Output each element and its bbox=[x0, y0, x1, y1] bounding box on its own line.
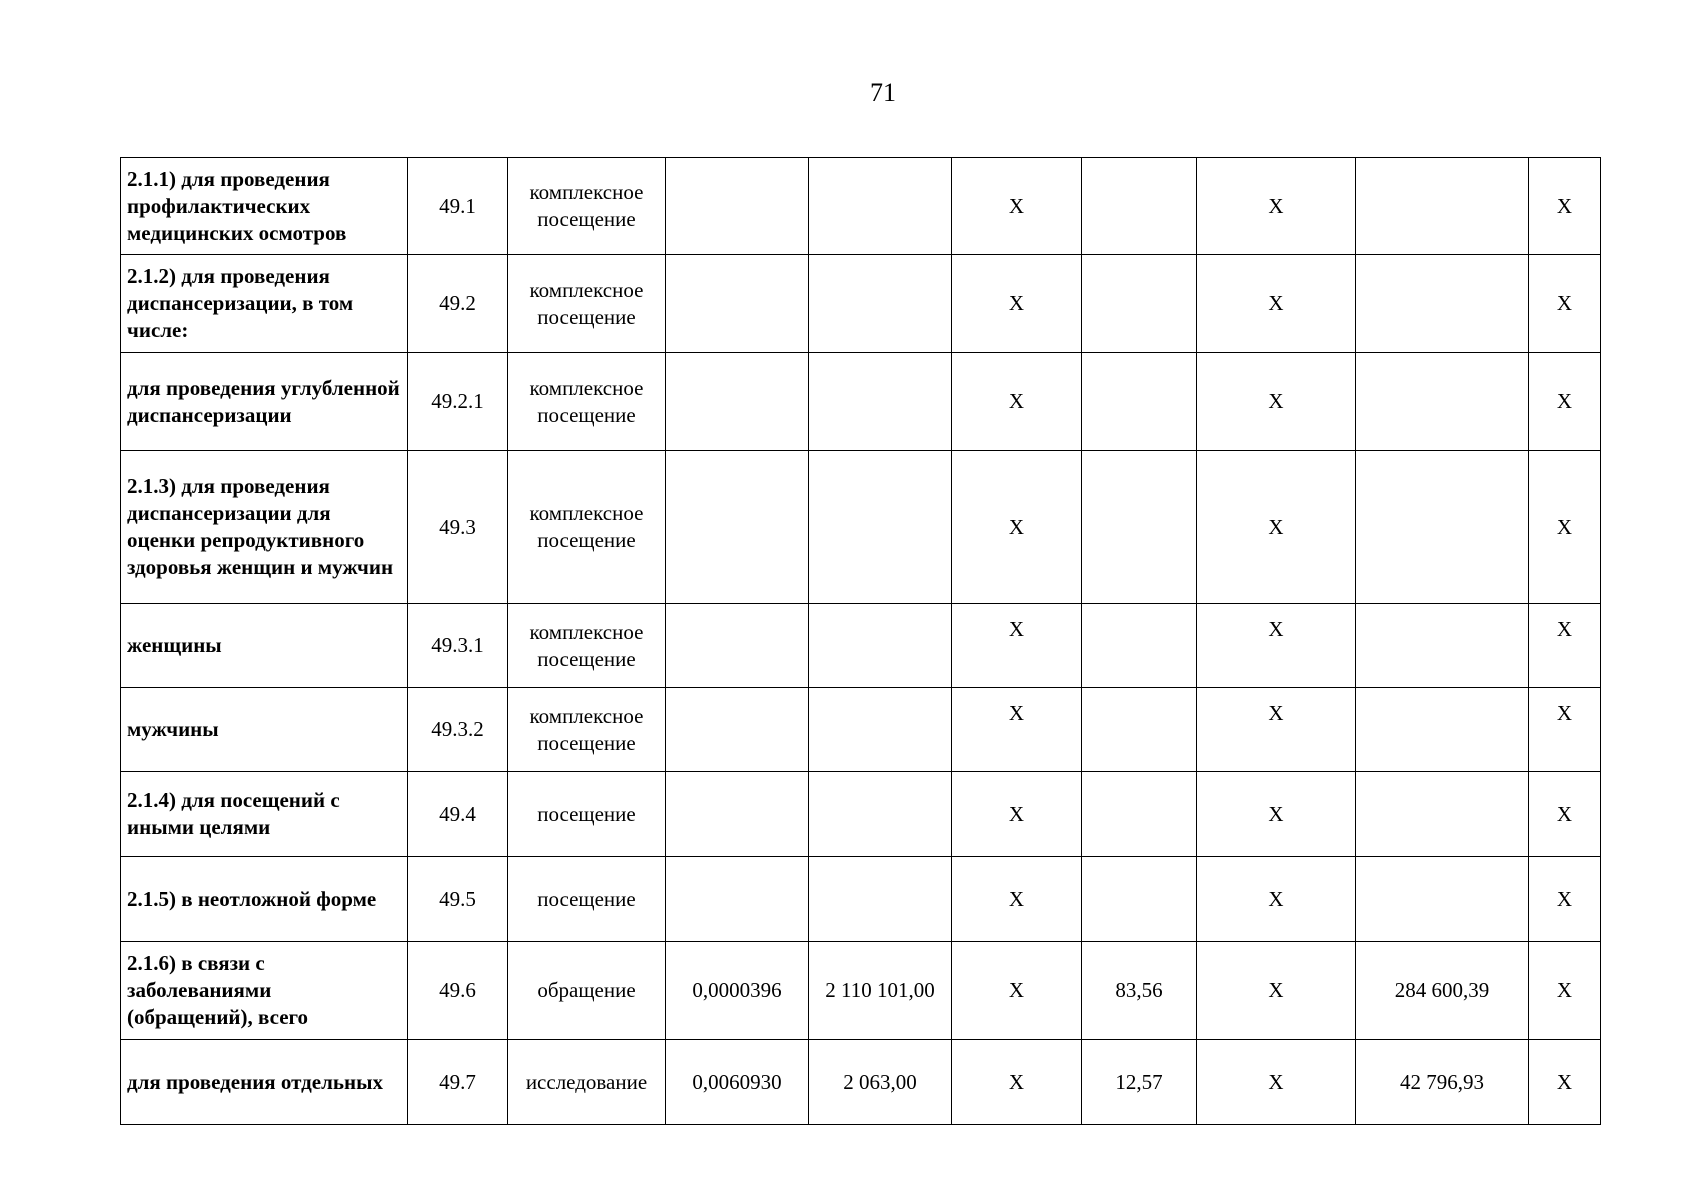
cell-col5 bbox=[809, 772, 952, 857]
row-name: 2.1.1) для проведения профилактических медицинских осмотров bbox=[121, 158, 408, 255]
cell-col6: X bbox=[952, 688, 1082, 772]
cell-col8: X bbox=[1197, 688, 1356, 772]
table-row bbox=[121, 353, 1601, 451]
cell-col9 bbox=[1356, 158, 1529, 255]
row-name: 2.1.3) для проведения диспансеризации для оценки репродуктивного здоровья женщин и мужчин bbox=[121, 451, 408, 604]
cell-col7 bbox=[1082, 688, 1197, 772]
cell-col4 bbox=[666, 255, 809, 353]
row-unit: комплексное посещение bbox=[508, 255, 666, 353]
row-name: 2.1.4) для посещений с иными целями bbox=[121, 772, 408, 857]
cell-col9 bbox=[1356, 604, 1529, 688]
cell-col10: X bbox=[1529, 942, 1601, 1040]
cell-col7: 83,56 bbox=[1082, 942, 1197, 1040]
row-code: 49.2 bbox=[408, 255, 508, 353]
cell-col5 bbox=[809, 158, 952, 255]
cell-col9: 284 600,39 bbox=[1356, 942, 1529, 1040]
row-code: 49.3 bbox=[408, 451, 508, 604]
row-code: 49.1 bbox=[408, 158, 508, 255]
cell-col8: X bbox=[1197, 255, 1356, 353]
cell-col5 bbox=[809, 451, 952, 604]
table-row bbox=[121, 158, 1601, 255]
table-row bbox=[121, 604, 1601, 688]
row-code: 49.6 bbox=[408, 942, 508, 1040]
cell-col5 bbox=[809, 688, 952, 772]
cell-col9 bbox=[1356, 857, 1529, 942]
cell-col8: X bbox=[1197, 1040, 1356, 1125]
cell-col9 bbox=[1356, 255, 1529, 353]
row-code: 49.7 bbox=[408, 1040, 508, 1125]
cell-col6: X bbox=[952, 451, 1082, 604]
cell-col5: 2 110 101,00 bbox=[809, 942, 952, 1040]
row-unit: комплексное посещение bbox=[508, 353, 666, 451]
row-name: 2.1.2) для проведения диспансеризации, в том числе: bbox=[121, 255, 408, 353]
cell-col9 bbox=[1356, 688, 1529, 772]
row-name: 2.1.5) в неотложной форме bbox=[121, 857, 408, 942]
table-row bbox=[121, 688, 1601, 772]
row-unit: обращение bbox=[508, 942, 666, 1040]
row-unit: посещение bbox=[508, 857, 666, 942]
cell-col10: X bbox=[1529, 255, 1601, 353]
cell-col10: X bbox=[1529, 1040, 1601, 1125]
data-table bbox=[120, 157, 1601, 1125]
table-row bbox=[121, 1040, 1601, 1125]
cell-col6: X bbox=[952, 857, 1082, 942]
cell-col7: 12,57 bbox=[1082, 1040, 1197, 1125]
cell-col8: X bbox=[1197, 857, 1356, 942]
cell-col6: X bbox=[952, 604, 1082, 688]
cell-col8: X bbox=[1197, 942, 1356, 1040]
cell-col10: X bbox=[1529, 688, 1601, 772]
table-row bbox=[121, 942, 1601, 1040]
row-code: 49.3.2 bbox=[408, 688, 508, 772]
cell-col10: X bbox=[1529, 772, 1601, 857]
cell-col10: X bbox=[1529, 857, 1601, 942]
table-row bbox=[121, 772, 1601, 857]
cell-col10: X bbox=[1529, 451, 1601, 604]
cell-col4: 0,0060930 bbox=[666, 1040, 809, 1125]
cell-col8: X bbox=[1197, 451, 1356, 604]
table-row bbox=[121, 857, 1601, 942]
cell-col9: 42 796,93 bbox=[1356, 1040, 1529, 1125]
cell-col6: X bbox=[952, 772, 1082, 857]
cell-col6: X bbox=[952, 353, 1082, 451]
row-code: 49.4 bbox=[408, 772, 508, 857]
cell-col4 bbox=[666, 604, 809, 688]
cell-col7 bbox=[1082, 353, 1197, 451]
cell-col5: 2 063,00 bbox=[809, 1040, 952, 1125]
cell-col5 bbox=[809, 857, 952, 942]
cell-col5 bbox=[809, 604, 952, 688]
row-unit: комплексное посещение bbox=[508, 604, 666, 688]
row-code: 49.3.1 bbox=[408, 604, 508, 688]
table-row bbox=[121, 255, 1601, 353]
cell-col4 bbox=[666, 688, 809, 772]
row-name: для проведения углубленной диспансеризации bbox=[121, 353, 408, 451]
cell-col10: X bbox=[1529, 158, 1601, 255]
cell-col7 bbox=[1082, 451, 1197, 604]
row-name: женщины bbox=[121, 604, 408, 688]
row-name: 2.1.6) в связи с заболеваниями (обращений), всего bbox=[121, 942, 408, 1040]
row-unit: исследование bbox=[508, 1040, 666, 1125]
cell-col6: X bbox=[952, 158, 1082, 255]
row-unit: комплексное посещение bbox=[508, 688, 666, 772]
cell-col8: X bbox=[1197, 604, 1356, 688]
cell-col7 bbox=[1082, 158, 1197, 255]
cell-col6: X bbox=[952, 255, 1082, 353]
cell-col4 bbox=[666, 857, 809, 942]
cell-col5 bbox=[809, 353, 952, 451]
cell-col4: 0,0000396 bbox=[666, 942, 809, 1040]
cell-col9 bbox=[1356, 772, 1529, 857]
row-unit: посещение bbox=[508, 772, 666, 857]
row-code: 49.2.1 bbox=[408, 353, 508, 451]
cell-col7 bbox=[1082, 857, 1197, 942]
row-code: 49.5 bbox=[408, 857, 508, 942]
cell-col6: X bbox=[952, 1040, 1082, 1125]
cell-col4 bbox=[666, 772, 809, 857]
cell-col8: X bbox=[1197, 353, 1356, 451]
cell-col8: X bbox=[1197, 772, 1356, 857]
cell-col6: X bbox=[952, 942, 1082, 1040]
cell-col10: X bbox=[1529, 604, 1601, 688]
cell-col7 bbox=[1082, 255, 1197, 353]
row-unit: комплексное посещение bbox=[508, 158, 666, 255]
cell-col8: X bbox=[1197, 158, 1356, 255]
table-row bbox=[121, 451, 1601, 604]
cell-col5 bbox=[809, 255, 952, 353]
cell-col4 bbox=[666, 451, 809, 604]
row-unit: комплексное посещение bbox=[508, 451, 666, 604]
row-name: для проведения отдельных bbox=[121, 1040, 408, 1125]
cell-col9 bbox=[1356, 451, 1529, 604]
cell-col7 bbox=[1082, 604, 1197, 688]
cell-col7 bbox=[1082, 772, 1197, 857]
cell-col4 bbox=[666, 353, 809, 451]
cell-col10: X bbox=[1529, 353, 1601, 451]
cell-col4 bbox=[666, 158, 809, 255]
row-name: мужчины bbox=[121, 688, 408, 772]
page-number: 71 bbox=[870, 78, 896, 107]
cell-col9 bbox=[1356, 353, 1529, 451]
